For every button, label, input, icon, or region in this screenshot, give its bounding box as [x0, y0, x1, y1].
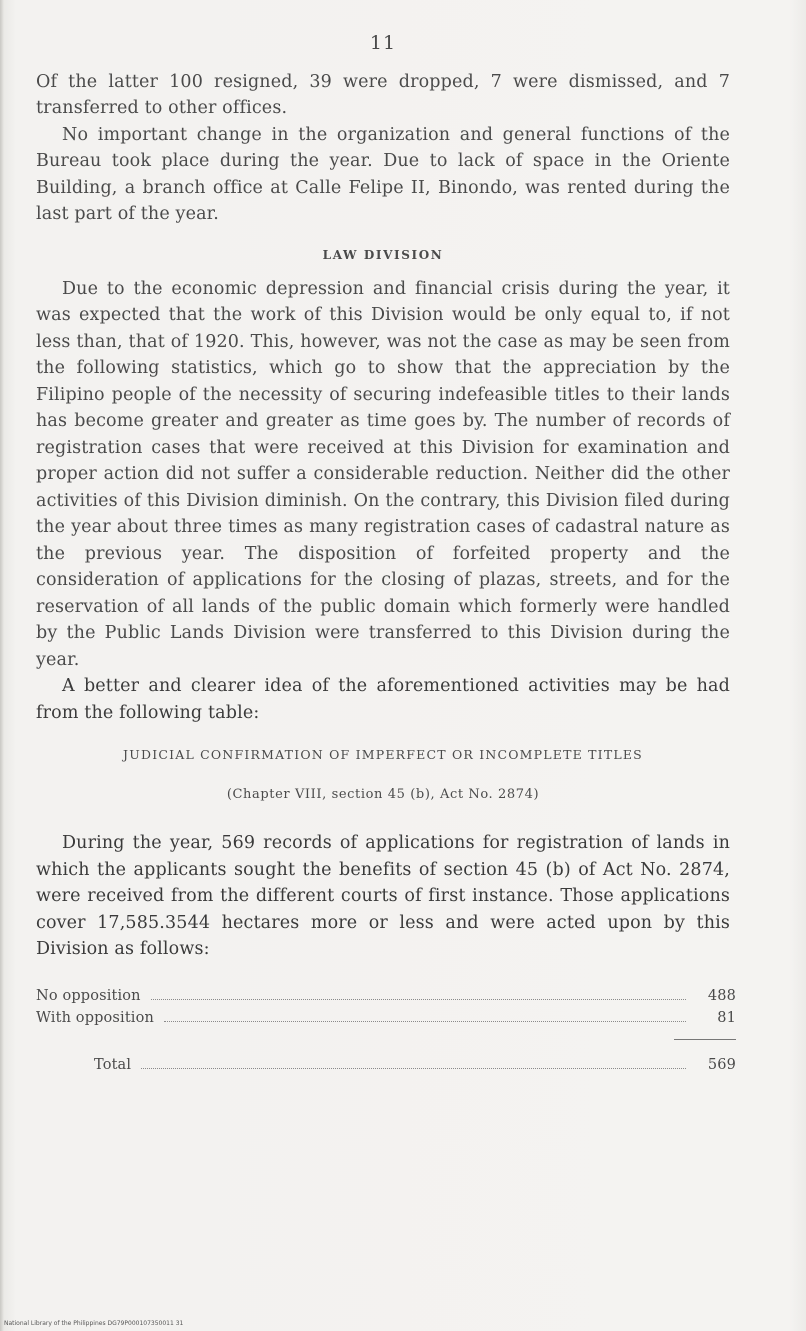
paragraph-table-intro: A better and clearer idea of the aforementioned activities may be had from the following table:	[36, 676, 730, 723]
dot-leader	[164, 1009, 686, 1022]
row-label: No opposition	[36, 987, 141, 1004]
dot-leader	[151, 987, 686, 1000]
paragraph-organization: No important change in the organization and general functions of the Bureau took place during the year. Due to lack of space in the Oriente Building, a branch office at Calle Felipe II, Binondo, was rented during the last part of the year.	[36, 124, 730, 224]
total-rule	[674, 1039, 736, 1040]
table-row	[36, 985, 736, 1007]
dot-leader	[141, 1056, 686, 1069]
page-number: 11	[369, 32, 397, 54]
subheading-judicial-confirmation: JUDICIAL CONFIRMATION OF IMPERFECT OR INCOMPLETE TITLES	[123, 747, 643, 762]
row-label: With opposition	[36, 1009, 154, 1026]
scan-footer: National Library of the Philippines DG79P000107350011 31	[4, 1320, 184, 1327]
opposition-table	[36, 985, 736, 1076]
paragraph-applications: During the year, 569 records of applications for registration of lands in which the applicants sought the benefits of section 45 (b) of Act No. 2874, were received from the different courts of first instance. Those applications cover 17,585.3544 hectares more or less and were acted upon by this Division as follows:	[36, 833, 730, 959]
table-total-row	[36, 1054, 736, 1076]
row-value: 488	[707, 987, 736, 1004]
paragraph-law-division-work: Due to the economic depression and financial crisis during the year, it was expected that the work of this Division would be only equal to, if not less than, that of 1920. This, however, was not the case as may be seen from the following statistics, which go to show that the appreciation by the Filipino people of the necessity of securing indefeasible titles to their lands has become greater and greater as time goes by. The number of records of registration cases that were received at this Division for examination and proper action did not suffer a considerable reduction. Neither did the other activities of this Division diminish. On the contrary, this Division filed during the year about three times as many registration cases of cadastral nature as the previous year. The disposition of forfeited property and the consideration of applications for the closing of plazas, streets, and for the reservation of all lands of the public domain which formerly were handled by the Public Lands Division were transferred to this Division during the year.	[36, 278, 730, 670]
paragraph-staff-changes: Of the latter 100 resigned, 39 were dropped, 7 were dismissed, and 7 transferred to other offices.	[36, 71, 730, 118]
page-edge-shadow	[0, 0, 4, 1331]
table-row	[36, 1007, 736, 1029]
total-value: 569	[707, 1056, 736, 1073]
section-heading-law-division: LAW DIVISION	[322, 247, 444, 262]
citation-act: (Chapter VIII, section 45 (b), Act No. 2874)	[226, 787, 540, 802]
page-content	[36, 30, 736, 1076]
row-value: 81	[717, 1009, 736, 1026]
total-label: Total	[94, 1056, 132, 1073]
